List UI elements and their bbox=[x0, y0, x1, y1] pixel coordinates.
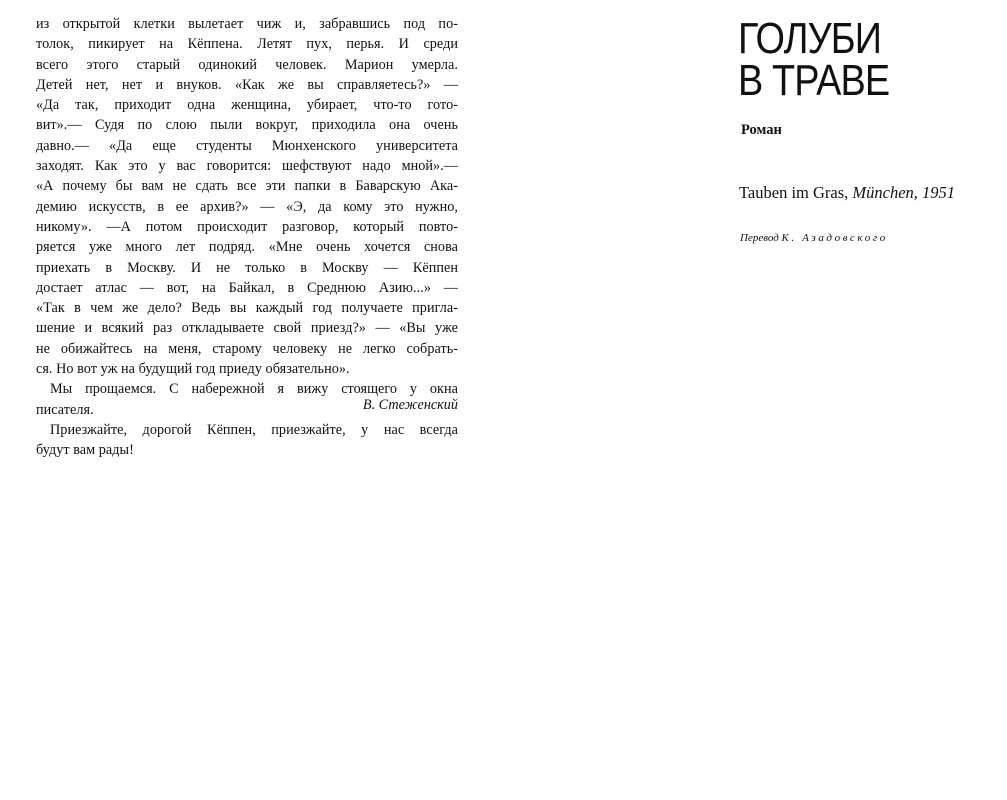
text-line: никому». —А потом происходит разговор, который повто- bbox=[36, 218, 458, 235]
original-place-year: München, 1951 bbox=[852, 183, 956, 202]
text-line: Детей нет, нет и внуков. «Как же вы справляетесь?» — bbox=[36, 76, 458, 93]
translator-label: Перевод bbox=[740, 232, 779, 244]
book-title-line: ГОЛУБИ bbox=[738, 14, 882, 63]
text-line: ряется уже много лет подряд. «Мне очень хочется снова bbox=[36, 239, 458, 256]
text-line: «Да так, приходит одна женщина, убирает, что-то гото- bbox=[36, 97, 458, 114]
paragraph-1 bbox=[36, 14, 458, 379]
text-line: писателя. bbox=[36, 401, 94, 418]
text-line: давно.— «Да еще студенты Мюнхенского университета bbox=[36, 137, 458, 154]
text-line: будут вам рады! bbox=[36, 442, 134, 459]
book-title bbox=[738, 14, 890, 105]
original-title bbox=[739, 183, 955, 203]
text-line: демию искусств, в ее архив?» — «Э, да кому это нужно, bbox=[36, 198, 458, 215]
left-page-text bbox=[36, 14, 458, 461]
genre-label: Роман bbox=[741, 122, 782, 138]
text-line: Мы прощаемся. С набережной я вижу стоящего у окна bbox=[50, 381, 458, 398]
text-line: не обижайтесь на меня, старому человеку не легко собрать- bbox=[36, 340, 458, 357]
text-line: толок, пикирует на Кёппена. Летят пух, перья. И среди bbox=[36, 36, 458, 53]
text-line: из открытой клетки вылетает чиж и, забравшись под по- bbox=[36, 16, 458, 32]
translator-credit bbox=[740, 232, 888, 244]
text-line: заходят. Как это у вас говорится: шефствуют надо мной».— bbox=[36, 158, 458, 175]
translator-name: К. Азадовского bbox=[781, 232, 888, 244]
text-line: ся. Но вот уж на будущий год приеду обязательно». bbox=[36, 361, 350, 378]
paragraph-3 bbox=[36, 420, 458, 461]
text-line: «Так в чем же дело? Ведь вы каждый год получаете пригла- bbox=[36, 300, 458, 317]
author-signature: В. Стеженский bbox=[362, 397, 458, 413]
text-line: приехать в Москву. И не только в Москву — Кёппен bbox=[36, 259, 458, 276]
text-line: всего этого старый одинокий человек. Марион умерла. bbox=[36, 56, 458, 73]
text-line: шение и всякий раз откладываете свой приезд?» — «Вы уже bbox=[36, 320, 458, 337]
text-line: вит».— Судя по слою пыли вокруг, приходила она очень bbox=[36, 117, 458, 134]
text-line: достает атлас — вот, на Байкал, в Среднюю Азию...» — bbox=[36, 279, 458, 296]
book-title-line: В ТРАВЕ bbox=[738, 56, 890, 105]
text-line: Приезжайте, дорогой Кёппен, приезжайте, у нас всегда bbox=[50, 421, 458, 438]
original-title-text: Tauben im Gras, bbox=[739, 183, 849, 202]
text-line: «А почему бы вам не сдать все эти папки в Баварскую Ака- bbox=[36, 178, 458, 195]
